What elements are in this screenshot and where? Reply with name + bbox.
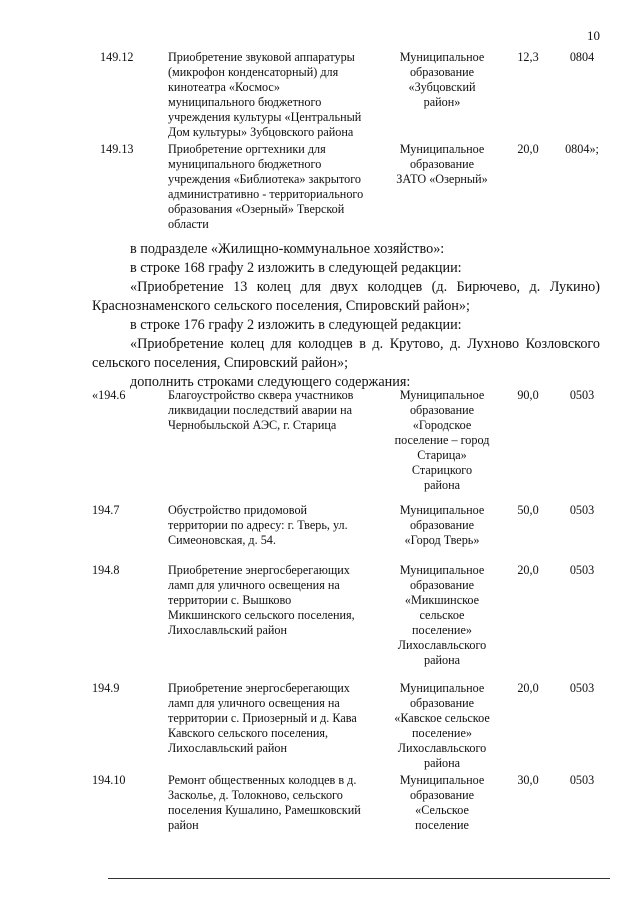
recipient-line: Старица» (417, 448, 467, 462)
row-amount: 30,0 (517, 773, 539, 787)
description-line: Приобретение звуковой аппаратуры (168, 50, 355, 64)
description-line: учреждения «Библиотека» закрытого (168, 172, 361, 186)
row-amount: 20,0 (517, 681, 539, 695)
replacement-text-168: «Приобретение 13 колец для двух колодцев (д. Бирючево, д. Лукино) Краснознаменского сельского поселения, Спировский район»; (92, 279, 600, 314)
recipient-line: поселение» (412, 726, 472, 740)
row-number: 149.12 (100, 50, 134, 64)
row-budget-code: 0503 (569, 388, 595, 402)
recipient-line: Муниципальное (399, 681, 485, 695)
row-number: 149.13 (100, 142, 134, 156)
document-prose (92, 240, 600, 392)
row-recipient (386, 388, 498, 493)
row-budget-code: 0804»; (565, 142, 599, 156)
recipient-line: «Сельское (415, 803, 469, 817)
description-line: Приобретение оргтехники для (168, 142, 326, 156)
description-line: образования «Озерный» Тверской (168, 202, 345, 216)
description-line: муниципального бюджетного (168, 95, 322, 109)
row-recipient (386, 503, 498, 548)
description-line: Чернобыльской АЭС, г. Старица (168, 418, 337, 432)
recipient-line: Лихославльского (397, 638, 487, 652)
row-budget-code: 0503 (569, 773, 595, 787)
recipient-line: образование (409, 788, 475, 802)
row-budget-code: 0804 (569, 50, 595, 64)
description-line: (микрофон конденсаторный) для (168, 65, 339, 79)
instruction-line-176: в строке 176 графу 2 изложить в следующей редакции: (130, 317, 462, 333)
replacement-text-176: «Приобретение колец для колодцев в д. Крутово, д. Лухново Козловского сельского поселения, Спировский район»; (92, 336, 600, 371)
row-recipient (386, 142, 498, 187)
description-line: учреждения культуры «Центральный (168, 110, 362, 124)
row-number: 194.8 (92, 563, 120, 577)
description-line: поселения Кушалино, Рамешковский (168, 803, 361, 817)
row-number: 194.7 (92, 503, 120, 517)
instruction-line-168: в строке 168 графу 2 изложить в следующей редакции: (130, 260, 462, 276)
row-amount: 20,0 (517, 142, 539, 156)
description-line: Симеоновская, д. 54. (168, 533, 276, 547)
recipient-line: района (423, 478, 461, 492)
recipient-line: Муниципальное (399, 773, 485, 787)
row-description (168, 503, 378, 548)
row-description (168, 388, 378, 433)
recipient-line: образование (409, 518, 475, 532)
recipient-line: Муниципальное (399, 142, 485, 156)
recipient-line: Лихославльского (397, 741, 487, 755)
description-line: ликвидации последствий аварии на (168, 403, 352, 417)
row-amount: 20,0 (517, 563, 539, 577)
description-line: муниципального бюджетного (168, 157, 322, 171)
recipient-line: поселение (415, 818, 469, 832)
row-recipient (386, 681, 498, 771)
description-line: Микшинского сельского поселения, (168, 608, 355, 622)
row-number: 194.10 (92, 773, 126, 787)
row-recipient (386, 563, 498, 668)
row-recipient (386, 50, 498, 110)
row-amount: 12,3 (517, 50, 539, 64)
recipient-line: «Микшинское (404, 593, 480, 607)
recipient-line: Старицкого (411, 463, 473, 477)
footer-rule (108, 878, 610, 879)
recipient-line: Муниципальное (399, 563, 485, 577)
description-line: Приобретение энергосберегающих (168, 681, 350, 695)
recipient-line: Муниципальное (399, 503, 485, 517)
row-amount: 50,0 (517, 503, 539, 517)
row-number: 194.9 (92, 681, 120, 695)
row-description (168, 773, 378, 833)
recipient-line: поселение» (412, 623, 472, 637)
recipient-line: Муниципальное (399, 388, 485, 402)
description-line: территории с. Приозерный и д. Кава (168, 711, 357, 725)
description-line: Приобретение энергосберегающих (168, 563, 350, 577)
subsection-intro: в подразделе «Жилищно-коммунальное хозяйство»: (130, 241, 445, 257)
row-description (168, 50, 378, 140)
recipient-line: образование (409, 578, 475, 592)
description-line: Ремонт общественных колодцев в д. (168, 773, 357, 787)
description-line: Лихославльский район (168, 741, 288, 755)
row-description (168, 142, 378, 232)
recipient-line: образование (409, 403, 475, 417)
row-budget-code: 0503 (569, 681, 595, 695)
recipient-line: Муниципальное (399, 50, 485, 64)
description-line: Засколье, д. Толокново, сельского (168, 788, 343, 802)
row-description (168, 563, 378, 638)
append-rows-intro: дополнить строками следующего содержания: (130, 374, 411, 390)
recipient-line: поселение – город (394, 433, 490, 447)
description-line: район (168, 818, 199, 832)
recipient-line: образование (409, 157, 475, 171)
row-number: «194.6 (92, 388, 126, 402)
row-recipient (386, 773, 498, 833)
row-description (168, 681, 378, 756)
description-line: Дом культуры» Зубцовского района (168, 125, 354, 139)
recipient-line: района (423, 756, 461, 770)
recipient-line: района (423, 653, 461, 667)
row-amount: 90,0 (517, 388, 539, 402)
recipient-line: «Город Тверь» (404, 533, 480, 547)
recipient-line: «Зубцовский (408, 80, 476, 94)
row-budget-code: 0503 (569, 503, 595, 517)
description-line: территории с. Вышково (168, 593, 292, 607)
description-line: административно - территориального (168, 187, 364, 201)
description-line: Благоустройство сквера участников (168, 388, 354, 402)
recipient-line: сельское (419, 608, 465, 622)
description-line: ламп для уличного освещения на (168, 696, 340, 710)
description-line: Обустройство придомовой (168, 503, 308, 517)
page-number: 10 (587, 28, 600, 43)
recipient-line: образование (409, 696, 475, 710)
description-line: кинотеатра «Космос» (168, 80, 280, 94)
recipient-line: «Городское (412, 418, 472, 432)
description-line: ламп для уличного освещения на (168, 578, 340, 592)
recipient-line: ЗАТО «Озерный» (396, 172, 488, 186)
row-budget-code: 0503 (569, 563, 595, 577)
recipient-line: «Кавское сельское (394, 711, 490, 725)
description-line: области (168, 217, 209, 231)
recipient-line: образование (409, 65, 475, 79)
description-line: Лихославльский район (168, 623, 288, 637)
description-line: территории по адресу: г. Тверь, ул. (168, 518, 348, 532)
recipient-line: район» (423, 95, 461, 109)
description-line: Кавского сельского поселения, (168, 726, 329, 740)
